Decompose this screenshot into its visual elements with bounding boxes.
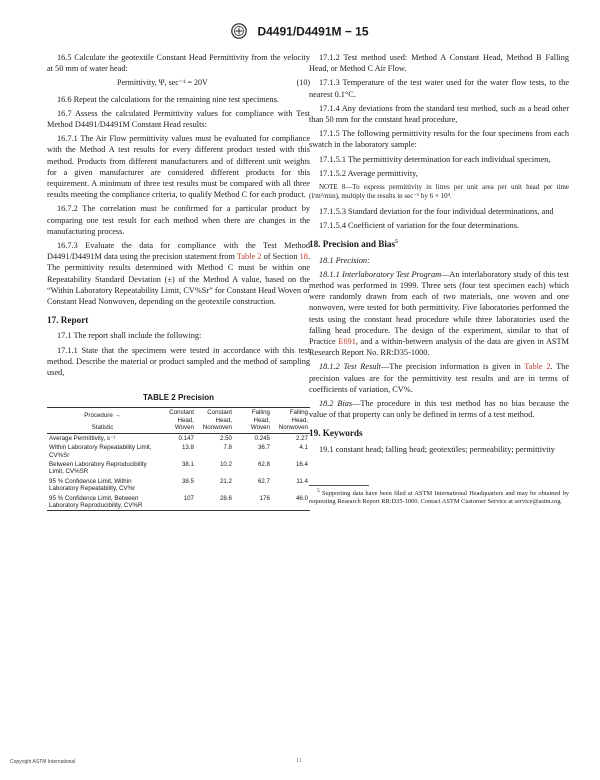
document-designation: D4491/D4491M − 15: [257, 24, 369, 39]
footnote-5: [309, 487, 569, 506]
copyright-notice: Copyright ASTM International: [10, 759, 76, 765]
text: , and a within-between analysis of the data are given in ASTM Research Report No. RR:D35-1000.: [309, 337, 569, 358]
cell: 2.50: [219, 434, 232, 442]
section-16-7-1: 16.7.1 The Air Flow permittivity values must be evaluated for compliance with the Method A test results for every different product tested with this method. Products from different manufacturers and of different unit weights for a given manufacturer are considered different products for this requirement. A minimum of three test results must be compared with all three results meeting the compliance criteria, to qualify Method C for each product.: [47, 134, 310, 200]
text: of Section: [261, 252, 300, 262]
table-row: [47, 443, 310, 460]
section-17-1-2: 17.1.2 Test method used: Method A Constant Head, Method B Falling Head, or Method C Air Flow.: [309, 53, 569, 74]
precision-table: [47, 407, 310, 511]
cell: 2.27: [295, 434, 308, 442]
section-16-7: 16.7 Assess the calculated Permittivity values for compliance with Test Method D4491/D4491M Constant Head results:: [47, 108, 310, 130]
cell: 16.4: [295, 460, 308, 468]
column-header: Constant Head, Woven: [169, 409, 194, 432]
table-2-link[interactable]: Table 2: [236, 252, 262, 262]
text: 18.1.2 Test Result: [319, 362, 381, 372]
astm-logo-icon: [231, 23, 247, 39]
section-18-1: [309, 255, 569, 266]
equation-text: Permittivity, Ψ, sec⁻¹ = 20V: [117, 78, 208, 88]
section-19-1: 19.1 constant head; falling head; geotextiles; permeability; permittivity: [319, 444, 555, 454]
cell: 7.8: [223, 444, 232, 452]
section-16-5: 16.5 Calculate the geotextile Constant Head Permittivity from the velocity at 50 mm of water head:: [47, 53, 310, 74]
page-number: 11: [296, 758, 302, 764]
equation-number: (10): [296, 78, 310, 88]
table-row: [47, 460, 310, 477]
text: —The precision information is given in: [380, 362, 525, 372]
text: 18.2 Bias: [319, 399, 353, 409]
row-label: 95 % Confidence Limit, Within Laboratory Repeatability, CV%r: [49, 477, 136, 493]
left-column: [47, 52, 310, 511]
column-header: Falling Head, Nonwoven: [278, 409, 308, 432]
footnote-marker: 5: [317, 487, 320, 494]
section-17-1-5-4: 17.1.5.4 Coefficient of variation for the four determinations.: [319, 221, 520, 231]
cell: 62.8: [257, 460, 270, 468]
table-2-link[interactable]: Table 2: [524, 362, 551, 372]
section-18-1-2: [309, 361, 569, 395]
e691-link[interactable]: E691: [338, 337, 356, 347]
text: . The permittivity results determined with Method C must be within one Repeatability Standard Deviation (±) of the Method A value, based on the “Within Laboratory Repeatability Limit, CV%Sr” for Constant Head Woven or Constant Head Nonwoven, depending on the geotextile construction.: [47, 252, 311, 307]
cell: 10.2: [219, 460, 232, 468]
text: 18.1 Precision:: [319, 255, 370, 265]
cell: 28.6: [196, 494, 234, 511]
section-17-1-4: 17.1.4 Any deviations from the standard test method, such as a head other than 50 mm for the constant head procedure,: [309, 103, 569, 125]
cell: 13.8: [181, 444, 194, 452]
note-8: NOTE 8—To express permittivity in litres per unit area per unit head per time (l/m²/min), multiply the results in sec⁻¹ by 6 × 10⁴.: [309, 183, 569, 201]
cell: 0.147: [178, 434, 194, 442]
footnote-divider: [309, 485, 369, 486]
table-row: [47, 433, 310, 443]
heading-precision-bias: [309, 239, 569, 250]
text: 18.1.1 Interlaboratory Test Program: [319, 269, 442, 279]
section-17-1-3: 17.1.3 Temperature of the test water used for the water flow tests, to the nearest 0.1°C.: [309, 78, 569, 99]
cell: 4.1: [299, 444, 308, 452]
row-label: Within Laboratory Repeatability Limit, CV%Sr: [49, 444, 152, 459]
statistic-label: Statistic: [91, 424, 114, 432]
cell: 107: [158, 494, 196, 511]
heading-keywords: 19. Keywords: [309, 428, 363, 439]
section-18-1-1: [309, 269, 569, 359]
cell: 62.7: [257, 477, 270, 485]
text: —The procedure in this test method has no bias because the value of that property can only be defined in terms of a test method.: [309, 399, 569, 420]
section-17-1-5-2: 17.1.5.2 Average permittivity,: [319, 168, 418, 178]
cell: 11.4: [296, 477, 308, 485]
cell: 36.7: [257, 444, 270, 452]
cell: 38.1: [181, 460, 194, 468]
table-title: TABLE 2 Precision: [143, 393, 214, 403]
procedure-label: Procedure →: [84, 411, 121, 419]
section-16-7-2: 16.7.2 The correlation must be confirmed for a particular product by comparing one test result for each method when there are changes in the manufacturing process.: [47, 204, 310, 236]
column-header: Falling Head, Woven: [250, 409, 270, 432]
section-18-link[interactable]: 18: [299, 252, 308, 262]
table-row: [47, 494, 310, 511]
section-16-6: 16.6 Repeat the calculations for the remaining nine test specimens.: [57, 94, 279, 104]
heading-text: 18. Precision and Bias: [309, 239, 396, 250]
section-18-2: [309, 398, 569, 420]
section-17-1-1: 17.1.1 State that the specimens were tested in accordance with this test method. Describe the material or product sampled and the method of sampling used,: [47, 345, 310, 378]
section-17-1-5-3: 17.1.5.3 Standard deviation for the four individual determinations, and: [319, 207, 554, 217]
text: —An interlaboratory study of this test method was performed in 1999. Three sets (four test specimen each) which were randomly drawn from each of two materials, one woven and one nonwoven, were tested for both permittivity. Five laboratories performed the tests using the constant head procedure while three laboratories used the falling head procedure. The design of the experiment, similar to that of Practice: [309, 269, 569, 347]
header-corner: [47, 408, 158, 433]
row-label: Average Permittivity, s⁻¹: [49, 434, 116, 442]
page-header: [0, 22, 600, 40]
column-header: Constant Head, Nonwoven: [202, 409, 232, 432]
cell: 21.2: [219, 477, 232, 485]
right-column: [309, 52, 569, 506]
footnote-ref[interactable]: 5: [395, 239, 398, 246]
text: . The precision values are for the permittivity test results and are in terms of coefficients of variation, CV%.: [309, 362, 570, 394]
text: 16.7.3 Evaluate the data for compliance with the Test Method D4491/D4491M data using the precision statement from: [47, 241, 310, 262]
heading-report: 17. Report: [47, 315, 89, 326]
section-16-7-3: [47, 240, 310, 307]
cell: 0.245: [254, 434, 270, 442]
section-17-1-5-1: 17.1.5.1 The permittivity determination for each individual specimen,: [319, 154, 551, 164]
cell: 38.5: [181, 477, 194, 485]
row-label: 95 % Confidence Limit, Between Laboratory Reproducibility, CV%R: [47, 494, 158, 511]
section-17-1: 17.1 The report shall include the following:: [57, 331, 202, 341]
equation-10: [47, 77, 310, 88]
cell: 46.0: [272, 494, 310, 511]
section-17-1-5: 17.1.5 The following permittivity results for the four specimens from each swatch in the laboratory sample:: [309, 129, 569, 150]
footnote-text: Supporting data have been filed at ASTM International Headquarters and may be obtained by requesting Research Report RR:D35-1000. Contact ASTM Customer Service at service@astm.org.: [309, 489, 569, 505]
cell: 176: [234, 494, 272, 511]
row-label: Between Laboratory Reproducibility Limit, CV%SR: [49, 460, 147, 476]
table-row: [47, 477, 310, 494]
